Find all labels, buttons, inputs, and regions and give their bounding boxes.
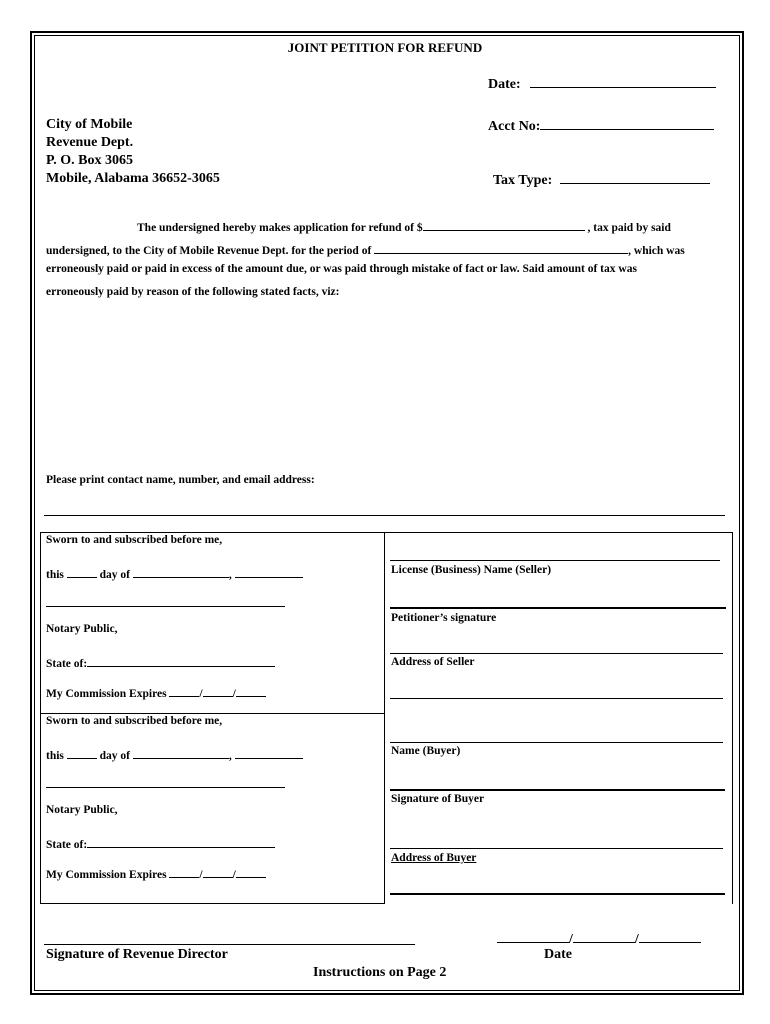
notary1-signature-field[interactable]: [46, 606, 285, 607]
table-divider: [384, 532, 385, 904]
date-field[interactable]: [530, 74, 716, 88]
director-signature-label: Signature of Revenue Director: [46, 947, 228, 962]
director-signature-field[interactable]: [44, 944, 415, 945]
footer-date-label: Date: [544, 947, 572, 962]
notary2-date-row: this day of ,: [46, 745, 303, 762]
notary1-notary-public: Notary Public,: [46, 623, 118, 635]
city-address: [46, 116, 220, 188]
day-field[interactable]: [67, 745, 97, 759]
tax-type-row: [493, 170, 710, 189]
acct-row: [488, 116, 714, 135]
state-field[interactable]: [87, 834, 275, 848]
acct-field[interactable]: [540, 116, 714, 130]
notary1-sworn: Sworn to and subscribed before me,: [46, 534, 223, 546]
date-label: Date:: [488, 77, 521, 92]
address-line: Mobile, Alabama 36652-3065: [46, 171, 220, 186]
footer-date-day[interactable]: [573, 929, 635, 943]
body-line-2: undersigned, to the City of Mobile Revenue Dept. for the period of , which was: [46, 240, 685, 257]
buyer-address-line-2[interactable]: [390, 893, 725, 895]
notary2-commission-row: My Commission Expires / /: [46, 864, 266, 881]
body-line-4: erroneously paid by reason of the following stated facts, viz:: [46, 286, 340, 298]
petitioner-signature-field[interactable]: [390, 607, 726, 609]
body-line-1: The undersigned hereby makes application for refund of $ , tax paid by said: [137, 217, 671, 234]
commission-month-field[interactable]: [169, 864, 199, 878]
commission-year-field[interactable]: [236, 683, 266, 697]
address-line: P. O. Box 3065: [46, 153, 133, 168]
footer-date-year[interactable]: [639, 929, 701, 943]
notary2-sworn: Sworn to and subscribed before me,: [46, 715, 223, 727]
instructions-note: Instructions on Page 2: [313, 965, 447, 980]
notary1-date-row: this day of ,: [46, 564, 303, 581]
seller-license-label: License (Business) Name (Seller): [391, 564, 552, 576]
buyer-name-label: Name (Buyer): [391, 745, 461, 757]
notary2-signature-field[interactable]: [46, 787, 285, 788]
buyer-signature-label: Signature of Buyer: [391, 793, 485, 805]
commission-month-field[interactable]: [169, 683, 199, 697]
contact-label: Please print contact name, number, and email address:: [46, 474, 315, 486]
table-left-border: [40, 532, 41, 904]
commission-day-field[interactable]: [203, 864, 233, 878]
year-field[interactable]: [235, 564, 303, 578]
day-field[interactable]: [67, 564, 97, 578]
notary1-commission-row: My Commission Expires / /: [46, 683, 266, 700]
acct-label: Acct No:: [488, 119, 541, 134]
commission-day-field[interactable]: [203, 683, 233, 697]
body-line-3: erroneously paid or paid in excess of the amount due, or was paid through mistake of fact or law. Said amount of tax was: [46, 263, 637, 275]
buyer-address-label: Address of Buyer: [391, 852, 477, 864]
form-title: JOINT PETITION FOR REFUND: [287, 40, 483, 55]
table-top-border: [40, 532, 733, 533]
seller-address-label: Address of Seller: [391, 656, 475, 668]
footer-date-month[interactable]: [497, 929, 569, 943]
address-line: City of Mobile: [46, 117, 133, 132]
commission-year-field[interactable]: [236, 864, 266, 878]
buyer-address-field[interactable]: [390, 848, 723, 849]
year-field[interactable]: [235, 745, 303, 759]
buyer-signature-field[interactable]: [390, 789, 725, 791]
footer-date-field: / /: [497, 929, 701, 948]
table-bottom-border: [40, 903, 385, 904]
month-field[interactable]: [133, 745, 229, 759]
refund-amount-field[interactable]: [423, 217, 585, 231]
contact-field[interactable]: [44, 515, 725, 516]
date-row: [488, 74, 716, 93]
seller-address-field[interactable]: [390, 653, 723, 654]
notary2-state-row: State of:: [46, 834, 275, 851]
notary2-notary-public: Notary Public,: [46, 804, 118, 816]
table-right-border: [732, 532, 733, 904]
month-field[interactable]: [133, 564, 229, 578]
period-field[interactable]: [374, 240, 628, 254]
tax-type-label: Tax Type:: [493, 173, 553, 188]
notary1-state-row: State of:: [46, 653, 275, 670]
petitioner-signature-label: Petitioner’s signature: [391, 612, 497, 624]
buyer-name-field[interactable]: [390, 742, 723, 743]
state-field[interactable]: [87, 653, 275, 667]
notary-separator: [40, 713, 385, 714]
seller-license-field[interactable]: [390, 560, 720, 561]
seller-address-line-2[interactable]: [390, 698, 723, 699]
address-line: Revenue Dept.: [46, 135, 134, 150]
tax-type-field[interactable]: [560, 170, 710, 184]
